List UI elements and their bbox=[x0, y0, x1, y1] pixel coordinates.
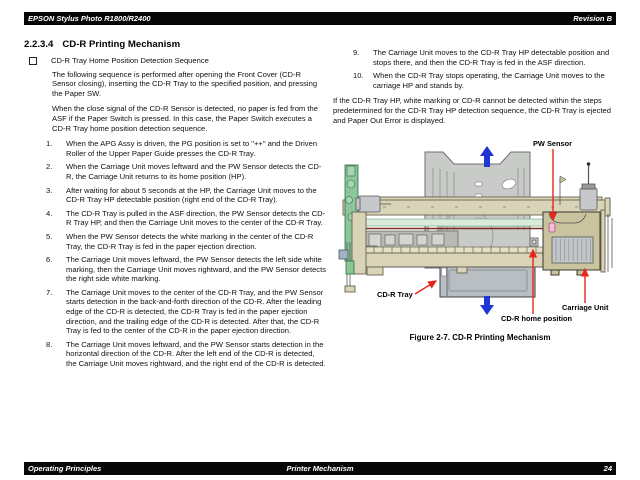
page-header bbox=[24, 12, 616, 25]
step-text: The Carriage Unit moves leftward, and the PW Sensor starts detection in the horizontal direction of the CD-R. After the left end of the CD-R is detected, the Carriage Unit moves rightward, and the right end of the CD-R is detected. bbox=[66, 339, 326, 369]
eject-direction-down-arrow bbox=[480, 296, 494, 315]
cdr-tray-leader-arrow bbox=[415, 281, 436, 294]
right-column bbox=[333, 42, 622, 125]
left-column bbox=[24, 56, 327, 373]
step-text: The Carriage Unit moves to the CD-R Tray HP detectable position and stops there, and then the CD-R Tray is fed in the ASF direction. bbox=[373, 48, 610, 67]
footer-section-left: Operating Principles bbox=[28, 464, 102, 473]
step-list-right bbox=[333, 48, 622, 90]
step-number: 9. bbox=[353, 48, 360, 57]
step-item bbox=[24, 209, 327, 228]
cdr-home-position-part bbox=[530, 238, 538, 246]
step-text: When the APG Assy is driven, the PG position is set to "++" and the Driven Roller of the Upper Paper Guide presses the CD-R Tray. bbox=[66, 139, 318, 158]
step-text: After waiting for about 5 seconds at the HP, the Carriage Unit moves to the CD-R Tray HP detectable position (right end of the CD-R Tray). bbox=[66, 185, 317, 205]
step-text: When the CD-R Tray stops operating, the Carriage Unit moves to the carriage HP and stands by. bbox=[373, 71, 605, 90]
page-footer bbox=[24, 462, 616, 475]
step-item bbox=[24, 340, 327, 369]
label-pw-sensor: PW Sensor bbox=[533, 139, 573, 148]
label-cdr-tray: CD-R Tray bbox=[377, 290, 413, 299]
step-number: 8. bbox=[46, 339, 53, 349]
header-product-title: EPSON Stylus Photo R1800/R2400 bbox=[28, 14, 151, 23]
bullet-item bbox=[24, 56, 327, 66]
footer-section-center: Printer Mechanism bbox=[286, 464, 354, 473]
step-number: 3. bbox=[46, 185, 53, 195]
section-heading bbox=[24, 39, 180, 50]
step-item bbox=[24, 186, 327, 205]
step-number: 1. bbox=[46, 139, 53, 149]
step-text: The Carriage Unit moves leftward, the PW Sensor detects the left side white marking, then the Carriage Unit moves rightward, and the PW Sensor detects the right side white marking. bbox=[66, 255, 326, 284]
closing-paragraph: If the CD-R Tray HP, white marking or CD-R cannot be detected within the steps predetermined for the CD-R Tray HP detection sequence, the CD-R Tray is ejected and Paper Out Error is displayed. bbox=[333, 96, 612, 125]
pw-sensor-shape bbox=[549, 223, 555, 232]
intro-paragraph-1: The following sequence is performed after opening the Front Cover (CD-R Sensor closing), inserting the CD-R Tray to the specified position, and pressing the Paper SW. bbox=[52, 69, 318, 98]
step-list-left bbox=[24, 139, 327, 368]
step-number: 4. bbox=[46, 208, 53, 218]
intro-paragraph-2: When the close signal of the CD-R Sensor is detected, no paper is fed from the ASF if the Paper Switch is pressed. In this case, the Paper Switch executes a CD-R Tray home position detection sequence. bbox=[52, 104, 318, 133]
step-number: 6. bbox=[46, 255, 53, 265]
step-number: 10. bbox=[353, 71, 364, 81]
step-item bbox=[24, 288, 327, 336]
figure-diagram bbox=[337, 138, 623, 338]
section-title: CD-R Printing Mechanism bbox=[62, 39, 181, 50]
step-item bbox=[24, 232, 327, 251]
label-carriage-unit: Carriage Unit bbox=[562, 303, 609, 312]
step-number: 5. bbox=[46, 231, 53, 241]
carriage-motor bbox=[580, 162, 597, 210]
bullet-heading: CD-R Tray Home Position Detection Sequence bbox=[51, 56, 209, 65]
step-item bbox=[333, 71, 622, 90]
step-number: 2. bbox=[46, 162, 53, 172]
step-text: The Carriage Unit moves to the center of the CD-R Tray, and the PW Sensor starts detection in the back-and-forth direction of the CD-R. After the leading edge of the CD-R is detected, the CD-R Tray is fed in the paper ejection direction, and the trailing edge of the CD-R is detected. After that, the CD-R Tray is fed to the center of the CD-R in the paper ejection direction. bbox=[66, 287, 324, 336]
step-text: When the PW Sensor detects the white marking in the center of the CD-R Tray, the CD-R Tray is fed in the paper ejection direction. bbox=[66, 231, 314, 251]
footer-page-number: 24 bbox=[603, 464, 612, 473]
step-item bbox=[24, 255, 327, 284]
header-revision: Revision B bbox=[573, 14, 612, 23]
section-number: 2.2.3.4 bbox=[24, 39, 54, 50]
step-number: 7. bbox=[46, 287, 53, 297]
checkbox-square-icon bbox=[29, 57, 37, 65]
asf-motor bbox=[358, 196, 380, 212]
figure-caption: Figure 2-7. CD-R Printing Mechanism bbox=[409, 333, 551, 342]
step-item bbox=[24, 162, 327, 181]
step-item bbox=[333, 48, 622, 67]
step-text: When the Carriage Unit moves leftward and the PW Sensor detects the CD-R, the Carriage Unit returns to its home position (HP). bbox=[66, 162, 322, 181]
step-text: The CD-R Tray is pulled in the ASF direction, the PW Sensor detects the CD-R Tray HP, and then the Carriage Unit moves to the center of the CD-R Tray. bbox=[66, 208, 326, 228]
label-cdr-home-position: CD-R home position bbox=[501, 314, 573, 323]
step-item bbox=[24, 139, 327, 158]
